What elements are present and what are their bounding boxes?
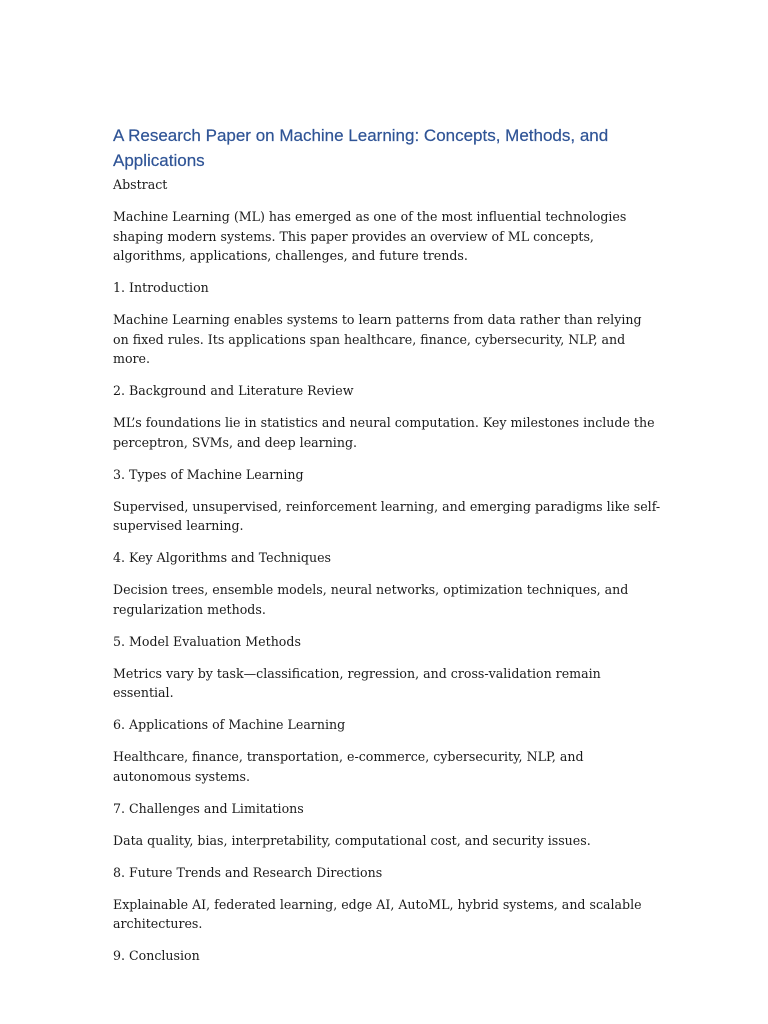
section-heading: 7. Challenges and Limitations xyxy=(113,800,304,816)
section-background xyxy=(113,381,661,452)
section-types xyxy=(113,465,661,536)
section-body: Machine Learning enables systems to learn patterns from data rather than relying on fixed rules. Its applications span healthcare, finance, cybersecurity, NLP, and more. xyxy=(113,312,642,366)
section-body: Explainable AI, federated learning, edge AI, AutoML, hybrid systems, and scalable architectures. xyxy=(113,896,642,931)
abstract-label: Abstract xyxy=(113,177,168,192)
section-heading: 1. Introduction xyxy=(113,280,209,295)
section-body: Supervised, unsupervised, reinforcement learning, and emerging paradigms like self-supervised learning. xyxy=(113,498,661,533)
section-future-trends xyxy=(113,863,661,934)
section-conclusion xyxy=(113,946,661,966)
section-body: Data quality, bias, interpretability, computational cost, and security issues. xyxy=(113,832,591,848)
section-challenges xyxy=(113,799,661,851)
abstract-text: Machine Learning (ML) has emerged as one of the most influential technologies shaping modern systems. This paper provides an overview of ML concepts, algorithms, applications, challenges, and future trends. xyxy=(113,209,627,263)
section-body: Metrics vary by task—classification, regression, and cross-validation remain essential. xyxy=(113,665,601,700)
section-heading: 2. Background and Literature Review xyxy=(113,383,354,398)
section-applications xyxy=(113,715,661,786)
section-introduction xyxy=(113,278,661,369)
section-body: Decision trees, ensemble models, neural networks, optimization techniques, and regularization methods. xyxy=(113,582,629,617)
section-heading: 5. Model Evaluation Methods xyxy=(113,633,301,649)
section-body: ML’s foundations lie in statistics and neural computation. Key milestones include the perceptron, SVMs, and deep learning. xyxy=(113,415,655,450)
section-heading: 8. Future Trends and Research Directions xyxy=(113,864,383,880)
document-page xyxy=(113,123,661,966)
section-heading: 9. Conclusion xyxy=(113,948,200,963)
section-heading: 4. Key Algorithms and Techniques xyxy=(113,550,332,565)
section-algorithms xyxy=(113,548,661,619)
section-evaluation xyxy=(113,632,661,703)
section-heading: 3. Types of Machine Learning xyxy=(113,466,304,482)
section-body: Healthcare, finance, transportation, e-commerce, cybersecurity, NLP, and autonomous systems. xyxy=(113,749,584,784)
document-title: A Research Paper on Machine Learning: Concepts, Methods, and Applications xyxy=(113,126,609,170)
section-heading: 6. Applications of Machine Learning xyxy=(113,717,346,732)
